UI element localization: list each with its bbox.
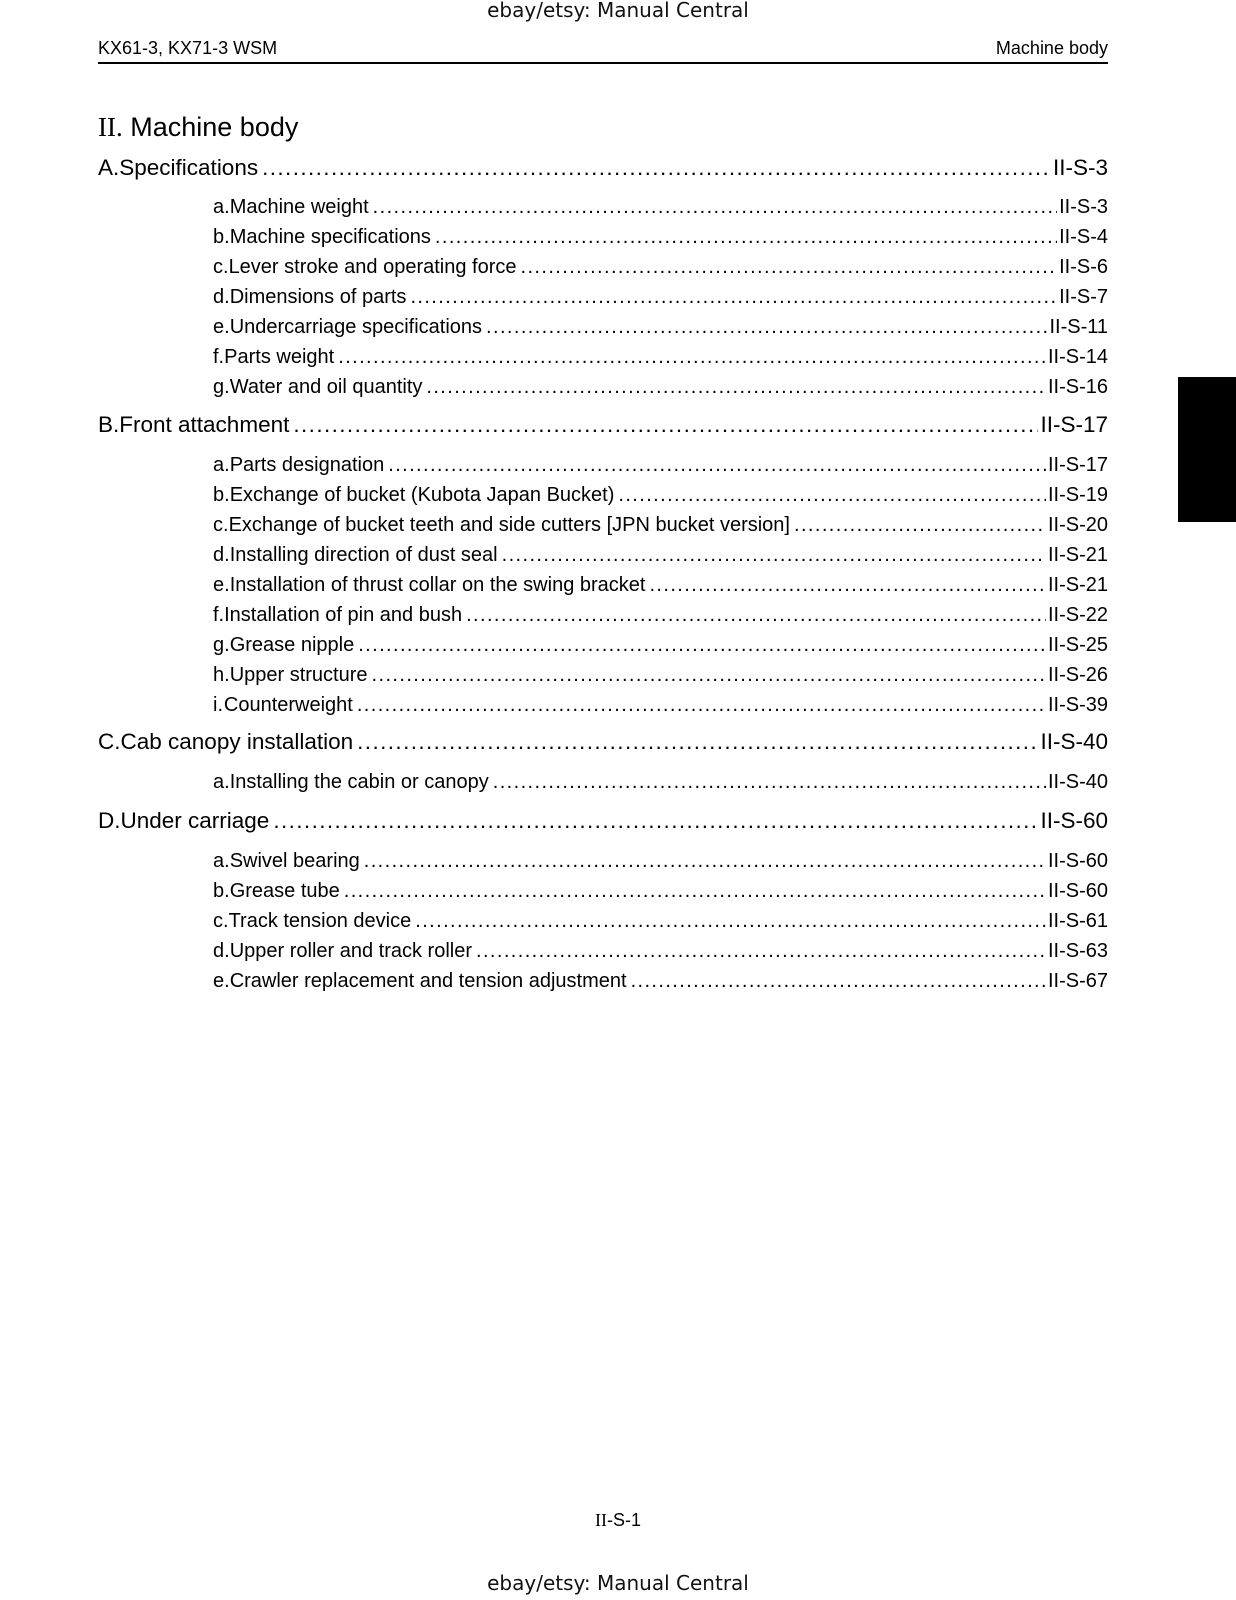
toc-letter: b. [213, 880, 230, 902]
dot-leader [618, 484, 1046, 507]
toc-page: II-S-61 [1047, 910, 1108, 932]
toc-letter: g. [213, 634, 230, 656]
toc-page: II-S-60 [1047, 880, 1108, 902]
toc-page: II-S-7 [1059, 286, 1108, 308]
dot-leader [273, 808, 1038, 834]
dot-leader [410, 286, 1057, 309]
toc-title: Grease tube [229, 880, 340, 902]
section-name-label: Machine body [995, 38, 1108, 58]
toc-page: II-S-60 [1040, 808, 1108, 833]
toc-page: II-S-60 [1047, 850, 1108, 872]
page-number [0, 1510, 1236, 1531]
toc-section-specifications[interactable] [98, 155, 1108, 185]
dot-leader [364, 850, 1046, 873]
dot-leader [262, 155, 1051, 181]
toc-item-track-tension-device[interactable] [213, 910, 1108, 936]
toc-section-front-attachment[interactable] [98, 412, 1108, 442]
toc-section-cab-canopy[interactable] [98, 729, 1108, 759]
toc-item-thrust-collar[interactable] [213, 574, 1108, 600]
toc-title: Cab canopy installation [120, 729, 354, 754]
toc-item-upper-structure[interactable] [213, 664, 1108, 690]
dot-leader [358, 634, 1046, 657]
dot-leader [373, 196, 1057, 219]
toc-letter: a. [213, 850, 230, 872]
toc-title: Installation of pin and bush [224, 604, 463, 626]
toc-item-crawler-replacement[interactable] [213, 970, 1108, 996]
watermark-bottom: ebay/etsy: Manual Central [487, 1571, 749, 1595]
toc-page: II-S-40 [1047, 771, 1108, 793]
toc-title: Upper structure [229, 664, 368, 686]
toc-title: Front attachment [119, 412, 290, 437]
toc-page: II-S-63 [1047, 940, 1108, 962]
toc-title: Counterweight [223, 694, 353, 716]
toc-title: Machine weight [229, 196, 369, 218]
dot-leader [493, 771, 1046, 794]
dot-leader [435, 226, 1057, 249]
toc-title: Undercarriage specifications [229, 316, 483, 338]
page-number-rest: -S-1 [606, 1510, 641, 1530]
toc-letter: a. [213, 196, 230, 218]
toc-page: II-S-6 [1059, 256, 1108, 278]
chapter-number: II. [98, 112, 123, 142]
toc-section-under-carriage[interactable] [98, 808, 1108, 838]
toc-item-water-oil-quantity[interactable] [213, 376, 1108, 402]
dot-leader [649, 574, 1046, 597]
toc-item-swivel-bearing[interactable] [213, 850, 1108, 876]
dot-leader [466, 604, 1046, 627]
toc-letter: g. [213, 376, 230, 398]
toc-item-parts-designation[interactable] [213, 454, 1108, 480]
manual-model-label: KX61-3, KX71-3 WSM [98, 38, 278, 58]
dot-leader [486, 316, 1047, 339]
toc-title: Lever stroke and operating force [228, 256, 517, 278]
toc-item-grease-nipple[interactable] [213, 634, 1108, 660]
dot-leader [521, 256, 1058, 279]
toc-item-dimensions-of-parts[interactable] [213, 286, 1108, 312]
toc-item-lever-stroke[interactable] [213, 256, 1108, 282]
dot-leader [794, 514, 1046, 537]
toc-letter: b. [213, 226, 230, 248]
toc-page: II-S-17 [1040, 412, 1108, 437]
toc-page: II-S-4 [1059, 226, 1108, 248]
dot-leader [415, 910, 1046, 933]
toc-title: Exchange of bucket (Kubota Japan Bucket) [229, 484, 615, 506]
toc-letter: a. [213, 771, 230, 793]
toc-page: II-S-14 [1047, 346, 1108, 368]
toc-letter: c. [213, 256, 229, 278]
toc-letter: f. [213, 346, 225, 368]
toc-page: II-S-17 [1047, 454, 1108, 476]
toc-letter: d. [213, 940, 230, 962]
chapter-title [98, 112, 298, 143]
toc-letter: i. [213, 694, 223, 716]
toc-title: Installing the cabin or canopy [229, 771, 489, 793]
toc-page: II-S-39 [1047, 694, 1108, 716]
toc-page: II-S-67 [1047, 970, 1108, 992]
toc-title: Track tension device [228, 910, 412, 932]
toc-item-installing-cabin[interactable] [213, 771, 1108, 797]
toc-page: II-S-22 [1047, 604, 1108, 626]
toc-letter: D. [98, 808, 121, 833]
toc-letter: b. [213, 484, 230, 506]
toc-item-undercarriage-specifications[interactable] [213, 316, 1108, 342]
toc-title: Under carriage [120, 808, 270, 833]
toc-page: II-S-11 [1049, 316, 1108, 338]
toc-letter: C. [98, 729, 121, 754]
toc-letter: a. [213, 454, 230, 476]
toc-page: II-S-3 [1059, 196, 1108, 218]
running-header [98, 38, 1108, 64]
toc-item-upper-roller[interactable] [213, 940, 1108, 966]
toc-title: Parts designation [229, 454, 385, 476]
toc-letter: e. [213, 970, 230, 992]
toc-letter: d. [213, 544, 230, 566]
toc-item-grease-tube[interactable] [213, 880, 1108, 906]
dot-leader [476, 940, 1046, 963]
dot-leader [631, 970, 1046, 993]
dot-leader [293, 412, 1038, 438]
toc-letter: B. [98, 412, 120, 437]
toc-title: Specifications [119, 155, 259, 180]
dot-leader [502, 544, 1046, 567]
toc-title: Grease nipple [229, 634, 355, 656]
chapter-thumb-tab [1178, 377, 1236, 522]
toc-letter: e. [213, 574, 230, 596]
toc-title: Exchange of bucket teeth and side cutters [JPN bucket version] [228, 514, 790, 536]
toc-title: Machine specifications [229, 226, 431, 248]
dot-leader [426, 376, 1046, 399]
dot-leader [338, 346, 1046, 369]
dot-leader [357, 729, 1038, 755]
toc-page: II-S-21 [1047, 574, 1108, 596]
toc-letter: h. [213, 664, 230, 686]
toc-page: II-S-19 [1047, 484, 1108, 506]
dot-leader [372, 664, 1046, 687]
toc-item-counterweight[interactable] [213, 694, 1108, 720]
toc-page: II-S-3 [1052, 155, 1108, 180]
toc-title: Parts weight [224, 346, 335, 368]
toc-letter: A. [98, 155, 120, 180]
toc-item-machine-specifications[interactable] [213, 226, 1108, 252]
toc-letter: d. [213, 286, 230, 308]
toc-letter: f. [213, 604, 225, 626]
toc-page: II-S-20 [1047, 514, 1108, 536]
toc-page: II-S-26 [1047, 664, 1108, 686]
watermark-top: ebay/etsy: Manual Central [487, 0, 749, 22]
dot-leader [388, 454, 1046, 477]
toc-item-exchange-of-bucket-teeth[interactable] [213, 514, 1108, 540]
chapter-title-text: Machine body [130, 112, 299, 142]
toc-title: Swivel bearing [229, 850, 360, 872]
toc-title: Installing direction of dust seal [229, 544, 498, 566]
toc-page: II-S-40 [1040, 729, 1108, 754]
toc-letter: c. [213, 514, 229, 536]
dot-leader [357, 694, 1046, 717]
toc-item-parts-weight[interactable] [213, 346, 1108, 372]
toc-page: II-S-16 [1047, 376, 1108, 398]
toc-page: II-S-25 [1047, 634, 1108, 656]
toc-letter: e. [213, 316, 230, 338]
toc-title: Water and oil quantity [229, 376, 423, 398]
toc-item-exchange-of-bucket[interactable] [213, 484, 1108, 510]
toc-page: II-S-21 [1047, 544, 1108, 566]
page-number-roman: II [594, 1510, 607, 1530]
toc-title: Dimensions of parts [229, 286, 407, 308]
toc-item-machine-weight[interactable] [213, 196, 1108, 222]
toc-title: Upper roller and track roller [229, 940, 473, 962]
toc-item-pin-and-bush[interactable] [213, 604, 1108, 630]
dot-leader [344, 880, 1046, 903]
toc-item-dust-seal-direction[interactable] [213, 544, 1108, 570]
toc-letter: c. [213, 910, 229, 932]
toc-title: Installation of thrust collar on the swing bracket [229, 574, 646, 596]
toc-title: Crawler replacement and tension adjustment [229, 970, 627, 992]
